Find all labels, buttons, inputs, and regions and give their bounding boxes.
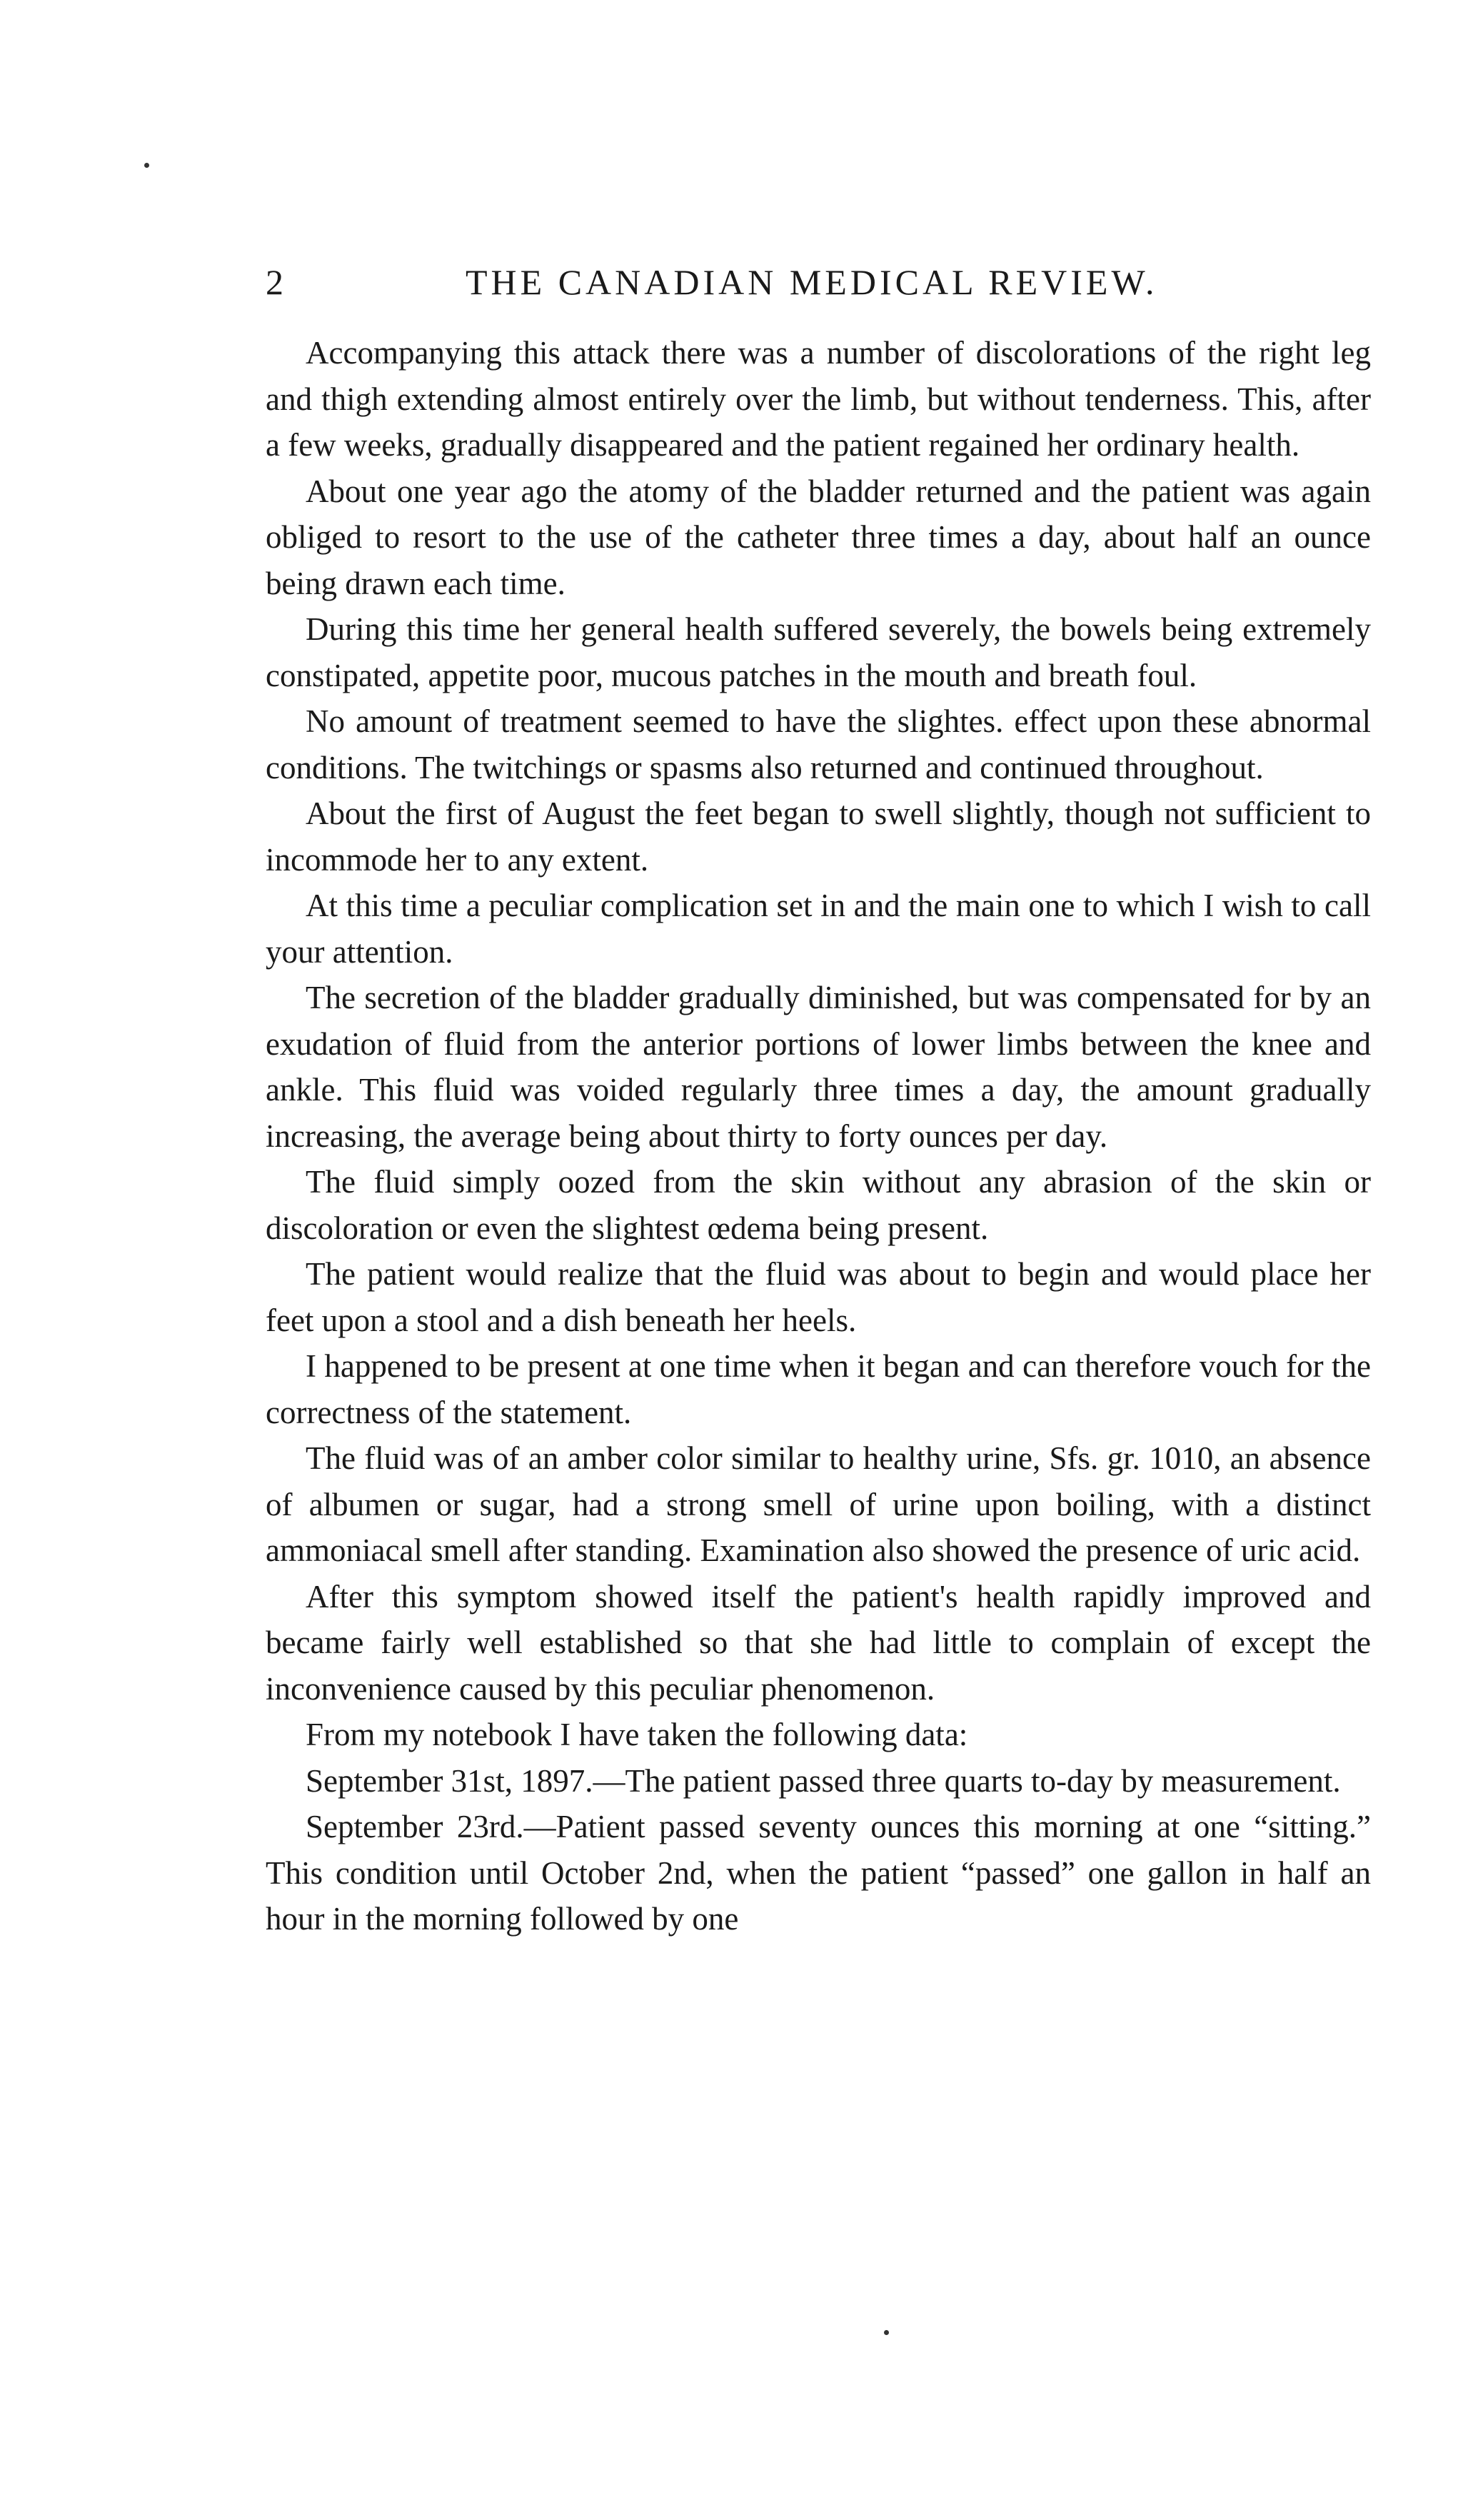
paragraph: After this symptom showed itself the patient's health rapidly improved and became fairly well established so that she had little to complain of except the inconvenience caused by this peculiar phenomenon.: [266, 1578, 1371, 1707]
page-number: 2: [266, 262, 285, 302]
paragraph: September 23rd.—Patient passed seventy ounces this morning at one “sitting.” This condition until October 2nd, when the patient “passed” one gallon in half an hour in the morning followed by one: [266, 1809, 1371, 1937]
paragraph: About the first of August the feet began to swell slightly, though not sufficient to incommode her to any extent.: [266, 795, 1371, 878]
running-head: THE CANADIAN MEDICAL REVIEW.: [466, 262, 1158, 302]
body-text: [266, 330, 1371, 1942]
paragraph: During this time her general health suffered severely, the bowels being extremely constipated, appetite poor, mucous patches in the mouth and breath foul.: [266, 611, 1371, 693]
paragraph: I happened to be present at one time when it began and can therefore vouch for the correctness of the statement.: [266, 1348, 1371, 1430]
paragraph: The fluid was of an amber color similar to healthy urine, Sfs. gr. 1010, an absence of albumen or sugar, had a strong smell of urine upon boiling, with a distinct ammoniacal smell after standing. Examination also showed the presence of uric acid.: [266, 1440, 1371, 1568]
paragraph: At this time a peculiar complication set in and the main one to which I wish to call your attention.: [266, 888, 1371, 970]
paper-speck: [144, 163, 149, 168]
paper-speck: [884, 2330, 889, 2335]
paragraph: The secretion of the bladder gradually diminished, but was compensated for by an exudation of fluid from the anterior portions of lower limbs between the knee and ankle. This fluid was voided regularly three times a day, the amount gradually increasing, the average being about thirty to forty ounces per day.: [266, 980, 1371, 1154]
page-header: [266, 257, 1379, 307]
paragraph: No amount of treatment seemed to have the slightes. effect upon these abnormal conditions. The twitchings or spasms also returned and continued throughout.: [266, 703, 1371, 785]
paragraph: From my notebook I have taken the following data:: [306, 1717, 968, 1752]
paragraph: About one year ago the atomy of the bladder returned and the patient was again obliged to resort to the use of the catheter three times a day, about half an ounce being drawn each time.: [266, 473, 1371, 601]
paragraph: The patient would realize that the fluid was about to begin and would place her feet upon a stool and a dish beneath her heels.: [266, 1256, 1371, 1338]
paragraph: September 31st, 1897.—The patient passed three quarts to-day by measurement.: [306, 1762, 1341, 1799]
paragraph: Accompanying this attack there was a number of discolorations of the right leg and thigh extending almost entirely over the limb, but without tenderness. This, after a few weeks, gradually disappeared and the patient regained her ordinary health.: [266, 335, 1371, 463]
paragraph: The fluid simply oozed from the skin without any abrasion of the skin or discoloration or even the slightest œdema being present.: [266, 1164, 1371, 1246]
